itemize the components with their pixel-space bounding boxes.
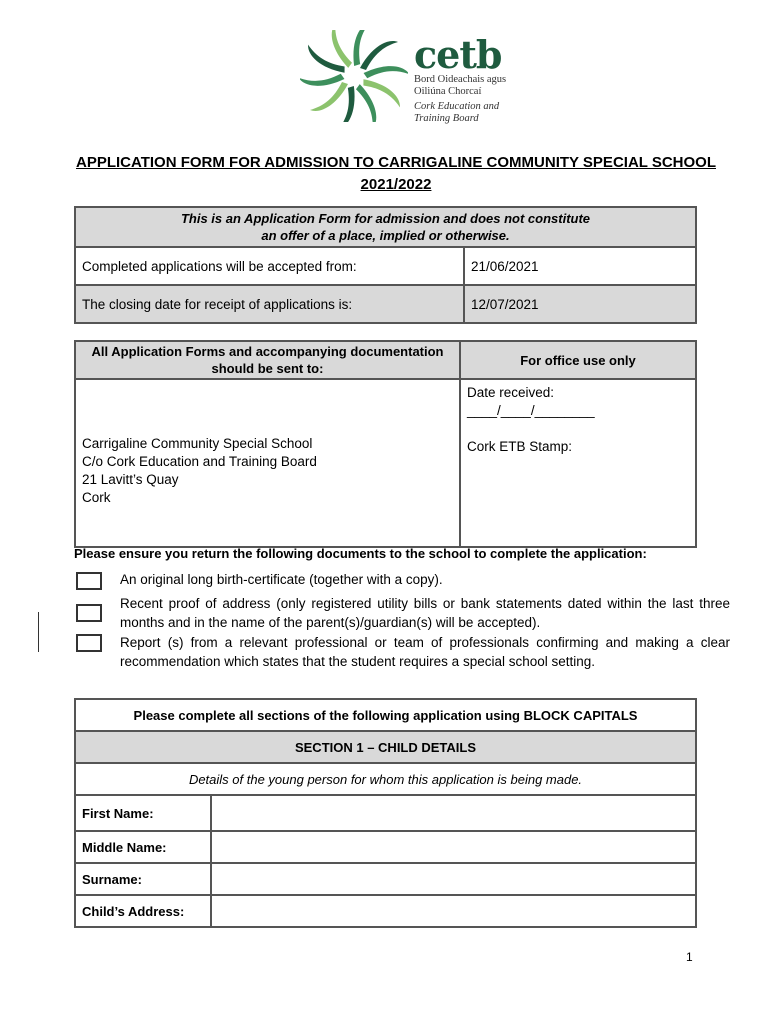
- block-capitals-instruction: Please complete all sections of the following application using BLOCK CAPITALS: [75, 699, 696, 731]
- child-address-field[interactable]: [211, 895, 696, 927]
- middle-name-field[interactable]: [211, 831, 696, 863]
- middle-name-label: Middle Name:: [75, 831, 211, 863]
- application-dates-table: [74, 206, 697, 324]
- date-received-blank: ____/____/________: [467, 403, 595, 418]
- professional-report-checkbox[interactable]: [76, 634, 102, 652]
- send-to-header: [75, 341, 460, 379]
- surname-label: Surname:: [75, 863, 211, 895]
- address-line: Cork: [82, 490, 111, 505]
- send-to-header-line1: All Application Forms and accompanying documentation: [91, 344, 444, 359]
- form-title-line1: APPLICATION FORM FOR ADMISSION TO CARRIGALINE COMMUNITY SPECIAL SCHOOL: [75, 154, 716, 171]
- first-name-label: First Name:: [75, 795, 211, 831]
- form-title-year: 2021/2022: [360, 176, 432, 193]
- document-item-proof-of-address: Recent proof of address (only registered utility bills or bank statements dated within the last three months and in the name of the parent(s)/guardian(s) will be accepted).: [120, 596, 730, 630]
- table-row: [75, 247, 696, 285]
- school-address: [75, 379, 460, 547]
- logo-english-name: Cork Education and Training Board: [414, 101, 500, 124]
- table-row: [75, 831, 696, 863]
- table-row: [75, 863, 696, 895]
- closing-date-value: 12/07/2021: [464, 285, 696, 323]
- notice-banner: [75, 207, 696, 247]
- address-line: 21 Lavitt’s Quay: [82, 472, 179, 487]
- logo-irish-name: Bord Oideachais agus Oiliúna Chorcaí: [414, 74, 507, 97]
- address-line: Carrigaline Community Special School: [82, 436, 313, 451]
- proof-of-address-checkbox[interactable]: [76, 604, 102, 622]
- logo-petal: [310, 82, 348, 111]
- logo-petal: [360, 41, 398, 70]
- table-row: [75, 285, 696, 323]
- child-details-table: [74, 698, 697, 928]
- opening-date-label: Completed applications will be accepted from:: [75, 247, 464, 285]
- submission-table: [74, 340, 697, 548]
- page-number: 1: [686, 950, 693, 964]
- table-row: [75, 895, 696, 927]
- birth-certificate-checkbox[interactable]: [76, 572, 102, 590]
- section-1-header: SECTION 1 – CHILD DETAILS: [75, 731, 696, 763]
- logo-text: [414, 32, 524, 125]
- document-item-birth-certificate: An original long birth-certificate (together with a copy).: [120, 572, 443, 587]
- child-address-label: Child’s Address:: [75, 895, 211, 927]
- notice-line1: This is an Application Form for admission and does not constitute: [180, 211, 591, 226]
- logo-wordmark: cetb: [414, 32, 502, 77]
- address-line: C/o Cork Education and Training Board: [82, 454, 317, 469]
- margin-mark: [38, 612, 39, 652]
- cetb-logo-mark-icon: [300, 30, 408, 122]
- office-use-header: For office use only: [460, 341, 696, 379]
- closing-date-label: The closing date for receipt of applications is:: [75, 285, 464, 323]
- documents-heading: Please ensure you return the following documents to the school to complete the application:: [74, 546, 647, 561]
- notice-line2: an offer of a place, implied or otherwise.: [261, 228, 510, 243]
- opening-date-value: 21/06/2021: [464, 247, 696, 285]
- first-name-field[interactable]: [211, 795, 696, 831]
- office-use-cell: [460, 379, 696, 547]
- send-to-header-line2: should be sent to:: [211, 361, 324, 376]
- date-received-label: Date received:: [467, 385, 555, 400]
- document-item-professional-report: Report (s) from a relevant professional or team of professionals confirming and making a clear recommendation which states that the student requires a special school setting.: [120, 635, 730, 669]
- form-title: [60, 152, 732, 196]
- stamp-label: Cork ETB Stamp:: [467, 439, 573, 454]
- table-row: [75, 795, 696, 831]
- surname-field[interactable]: [211, 863, 696, 895]
- section-1-subheader: Details of the young person for whom this application is being made.: [75, 763, 696, 795]
